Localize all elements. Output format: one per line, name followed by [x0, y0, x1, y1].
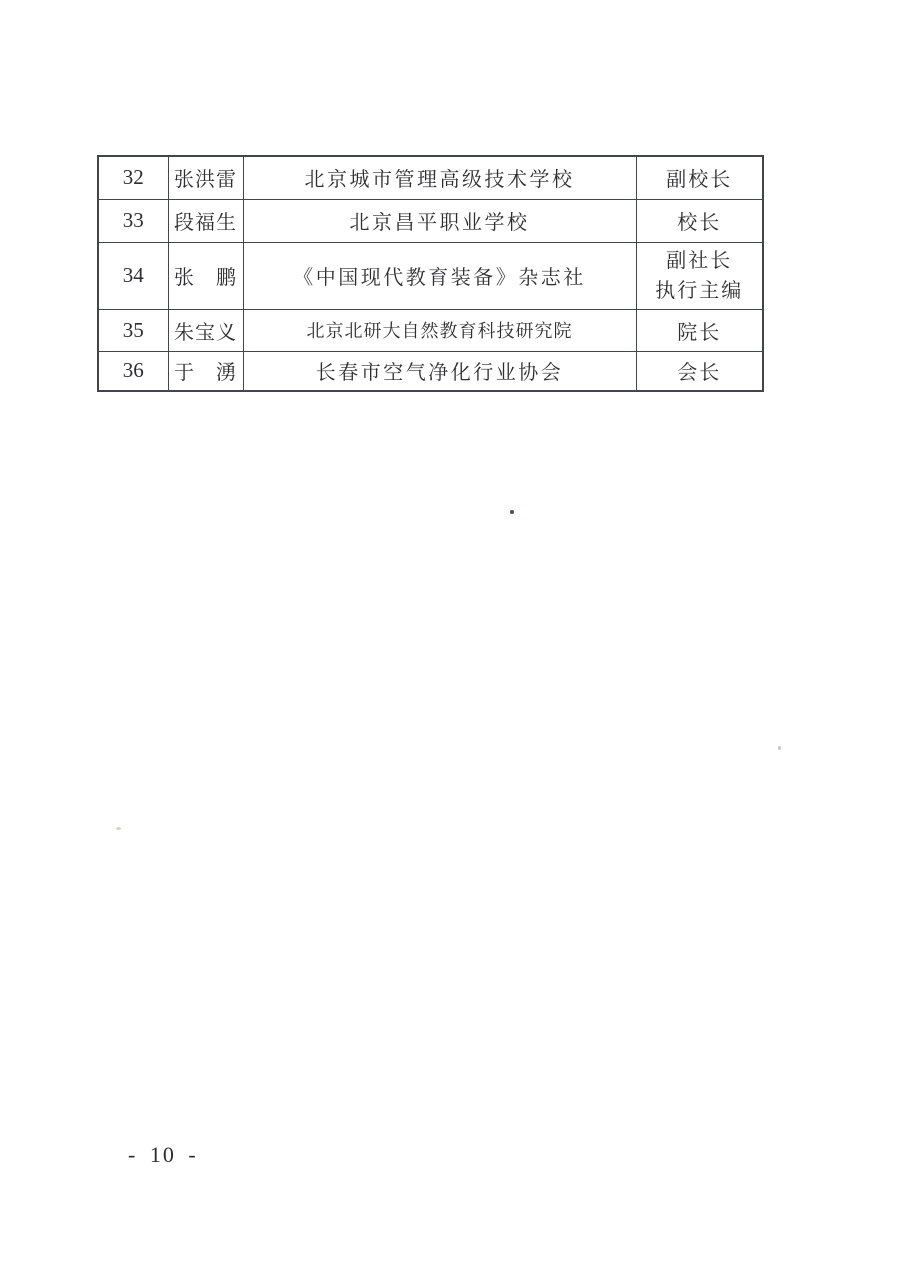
scan-speck: [116, 827, 121, 830]
cell-organization: 长春市空气净化行业协会: [243, 351, 636, 391]
cell-name: 于 湧: [168, 351, 243, 391]
cell-index: 32: [98, 156, 168, 199]
title-line-1: 副社长: [666, 249, 733, 272]
cell-index: 34: [98, 242, 168, 309]
table-row-33: [98, 199, 763, 242]
cell-index: 36: [98, 351, 168, 391]
table-row-36: [98, 351, 763, 391]
cell-name: 朱宝义: [168, 309, 243, 351]
table-row-34: [98, 242, 763, 309]
cell-title: 副校长: [636, 156, 763, 199]
cell-name: 张 鹏: [168, 242, 243, 309]
page-number: - 10 -: [128, 1142, 198, 1167]
cell-organization: 北京城市管理高级技术学校: [243, 156, 636, 199]
cell-name: 段福生: [168, 199, 243, 242]
cell-name: 张洪雷: [168, 156, 243, 199]
table-row-35: [98, 309, 763, 351]
cell-organization: 《中国现代教育装备》杂志社: [243, 242, 636, 309]
cell-index: 33: [98, 199, 168, 242]
delegates-table: [97, 155, 764, 392]
title-line-2: 执行主编: [655, 279, 744, 302]
cell-organization: 北京昌平职业学校: [243, 199, 636, 242]
scan-speck: [510, 510, 514, 514]
cell-organization: 北京北研大自然教育科技研究院: [243, 309, 636, 351]
cell-title: 校长: [636, 199, 763, 242]
cell-title: 会长: [636, 351, 763, 391]
cell-index: 35: [98, 309, 168, 351]
cell-title: 院长: [636, 309, 763, 351]
scan-speck: [778, 746, 781, 750]
cell-title: [636, 242, 763, 309]
table-row-32: [98, 156, 763, 199]
